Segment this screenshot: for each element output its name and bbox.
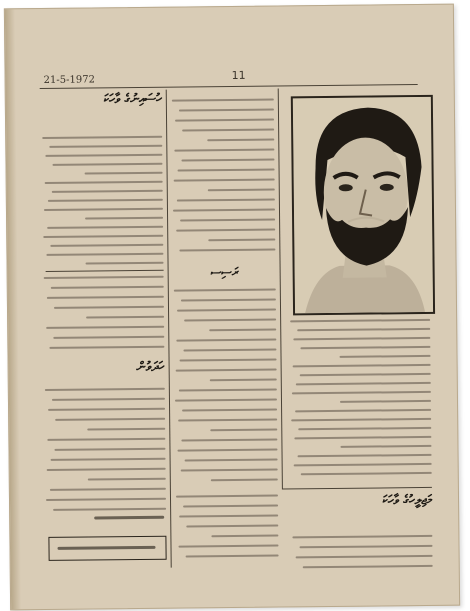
text-line: [86, 262, 164, 265]
article-body-middle-foot: [176, 493, 279, 564]
text-line: [186, 555, 279, 558]
text-line: [49, 145, 162, 148]
text-line: [340, 355, 431, 358]
text-line: [176, 339, 276, 342]
boxed-notice: [48, 536, 166, 561]
header-rule: [40, 84, 418, 89]
text-line: [46, 498, 166, 501]
text-line: [340, 445, 431, 448]
text-line: [177, 199, 275, 202]
text-line: [172, 99, 274, 102]
text-line: [45, 388, 165, 391]
text-line: [182, 129, 274, 132]
text-line: [300, 373, 431, 376]
text-line: [291, 418, 431, 421]
text-line: [179, 109, 274, 112]
text-line: [178, 545, 278, 548]
section-divider: [282, 487, 432, 490]
text-line: [55, 418, 165, 421]
text-line: [47, 226, 163, 229]
text-line: [45, 154, 162, 157]
text-line: [210, 429, 277, 432]
byline-signature: [94, 516, 164, 520]
text-line: [186, 525, 278, 528]
page-number: 11: [231, 68, 246, 82]
issue-date: 21-5-1972: [43, 74, 95, 86]
text-line: [290, 319, 430, 322]
text-line: [182, 409, 277, 412]
article-body-right-bottom: [292, 533, 432, 574]
text-line: [85, 217, 163, 220]
portrait-photo: [291, 95, 435, 315]
text-line: [179, 249, 275, 252]
text-line: [300, 545, 433, 548]
text-line: [293, 364, 431, 367]
column-divider-right: [278, 88, 283, 488]
text-line: [184, 319, 276, 322]
text-line: [53, 336, 164, 339]
text-line: [177, 309, 276, 312]
text-line: [183, 349, 276, 352]
text-line: [295, 409, 431, 412]
text-line: [50, 488, 166, 491]
text-line: [87, 428, 165, 431]
text-line: [181, 299, 276, 302]
text-line: [303, 565, 433, 568]
text-line: [296, 555, 433, 558]
text-line: [88, 478, 166, 481]
article-separator: [46, 270, 164, 272]
text-line: [50, 244, 163, 247]
text-line: [54, 448, 165, 451]
text-line: [293, 337, 430, 340]
text-line: [49, 346, 164, 349]
text-line: [210, 379, 277, 382]
text-line: [52, 398, 165, 401]
text-line: [86, 316, 164, 319]
text-line: [48, 408, 165, 411]
text-line: [52, 163, 162, 166]
article-body-middle-bottom: [174, 287, 278, 488]
text-line: [296, 382, 431, 385]
headline-right-bottom: މަޖިލީހުގެ ވާހަކަ: [382, 492, 433, 509]
middle-column-name: ރަސިސ: [210, 264, 239, 280]
text-line: [180, 359, 277, 362]
text-line: [179, 389, 277, 392]
text-line: [176, 229, 275, 232]
text-line: [208, 189, 275, 192]
headline-left-middle: ހަދަވުން: [136, 359, 165, 376]
headline-left-top: ހުސައިނުގެ ވާހަކަ: [103, 91, 162, 108]
text-line: [173, 209, 275, 212]
newspaper-page: [4, 4, 460, 611]
text-line: [211, 479, 278, 482]
text-line: [179, 515, 278, 518]
text-line: [48, 199, 163, 202]
text-line: [178, 169, 275, 172]
text-line: [181, 469, 278, 472]
text-line: [181, 159, 274, 162]
text-line: [176, 369, 277, 372]
text-line: [297, 328, 430, 331]
text-line: [47, 438, 165, 441]
text-line: [47, 296, 164, 299]
text-line: [53, 508, 166, 511]
text-line: [208, 239, 275, 242]
text-line: [44, 208, 163, 211]
boxed-notice-text: [58, 546, 156, 550]
text-line: [181, 439, 277, 442]
text-line: [46, 326, 164, 329]
article-body-left-top: [42, 134, 163, 270]
text-line: [54, 306, 164, 309]
page-edge-shadow: [5, 9, 21, 609]
text-line: [46, 253, 163, 256]
text-line: [177, 449, 277, 452]
text-line: [174, 149, 274, 152]
text-line: [300, 346, 430, 349]
text-line: [176, 495, 278, 498]
text-line: [292, 535, 432, 538]
text-line: [52, 190, 163, 193]
text-line: [174, 289, 276, 292]
article-body-middle-top: [172, 97, 276, 258]
text-line: [51, 286, 164, 289]
text-line: [294, 436, 431, 439]
text-line: [178, 419, 277, 422]
byline-left: [70, 516, 166, 520]
text-line: [298, 454, 432, 457]
text-line: [183, 505, 278, 508]
text-line: [301, 472, 432, 475]
text-line: [211, 535, 278, 538]
article-body-right: [290, 317, 432, 483]
text-line: [51, 458, 166, 461]
text-line: [175, 399, 277, 402]
article-body-left-numbers: [44, 274, 165, 355]
text-line: [43, 235, 163, 238]
column-divider-left: [166, 90, 172, 568]
text-line: [209, 329, 276, 332]
text-line: [340, 400, 431, 403]
text-line: [85, 172, 163, 175]
text-line: [47, 468, 166, 471]
text-line: [42, 136, 162, 139]
text-line: [292, 391, 431, 394]
text-line: [174, 179, 275, 182]
text-line: [185, 459, 278, 462]
text-line: [175, 119, 274, 122]
text-line: [294, 463, 432, 466]
text-line: [45, 181, 163, 184]
text-line: [207, 139, 274, 142]
article-body-left-middle: [45, 386, 166, 515]
portrait-bearded-man-icon: [293, 97, 433, 313]
text-line: [298, 427, 431, 430]
text-line: [44, 276, 164, 279]
text-line: [180, 219, 275, 222]
